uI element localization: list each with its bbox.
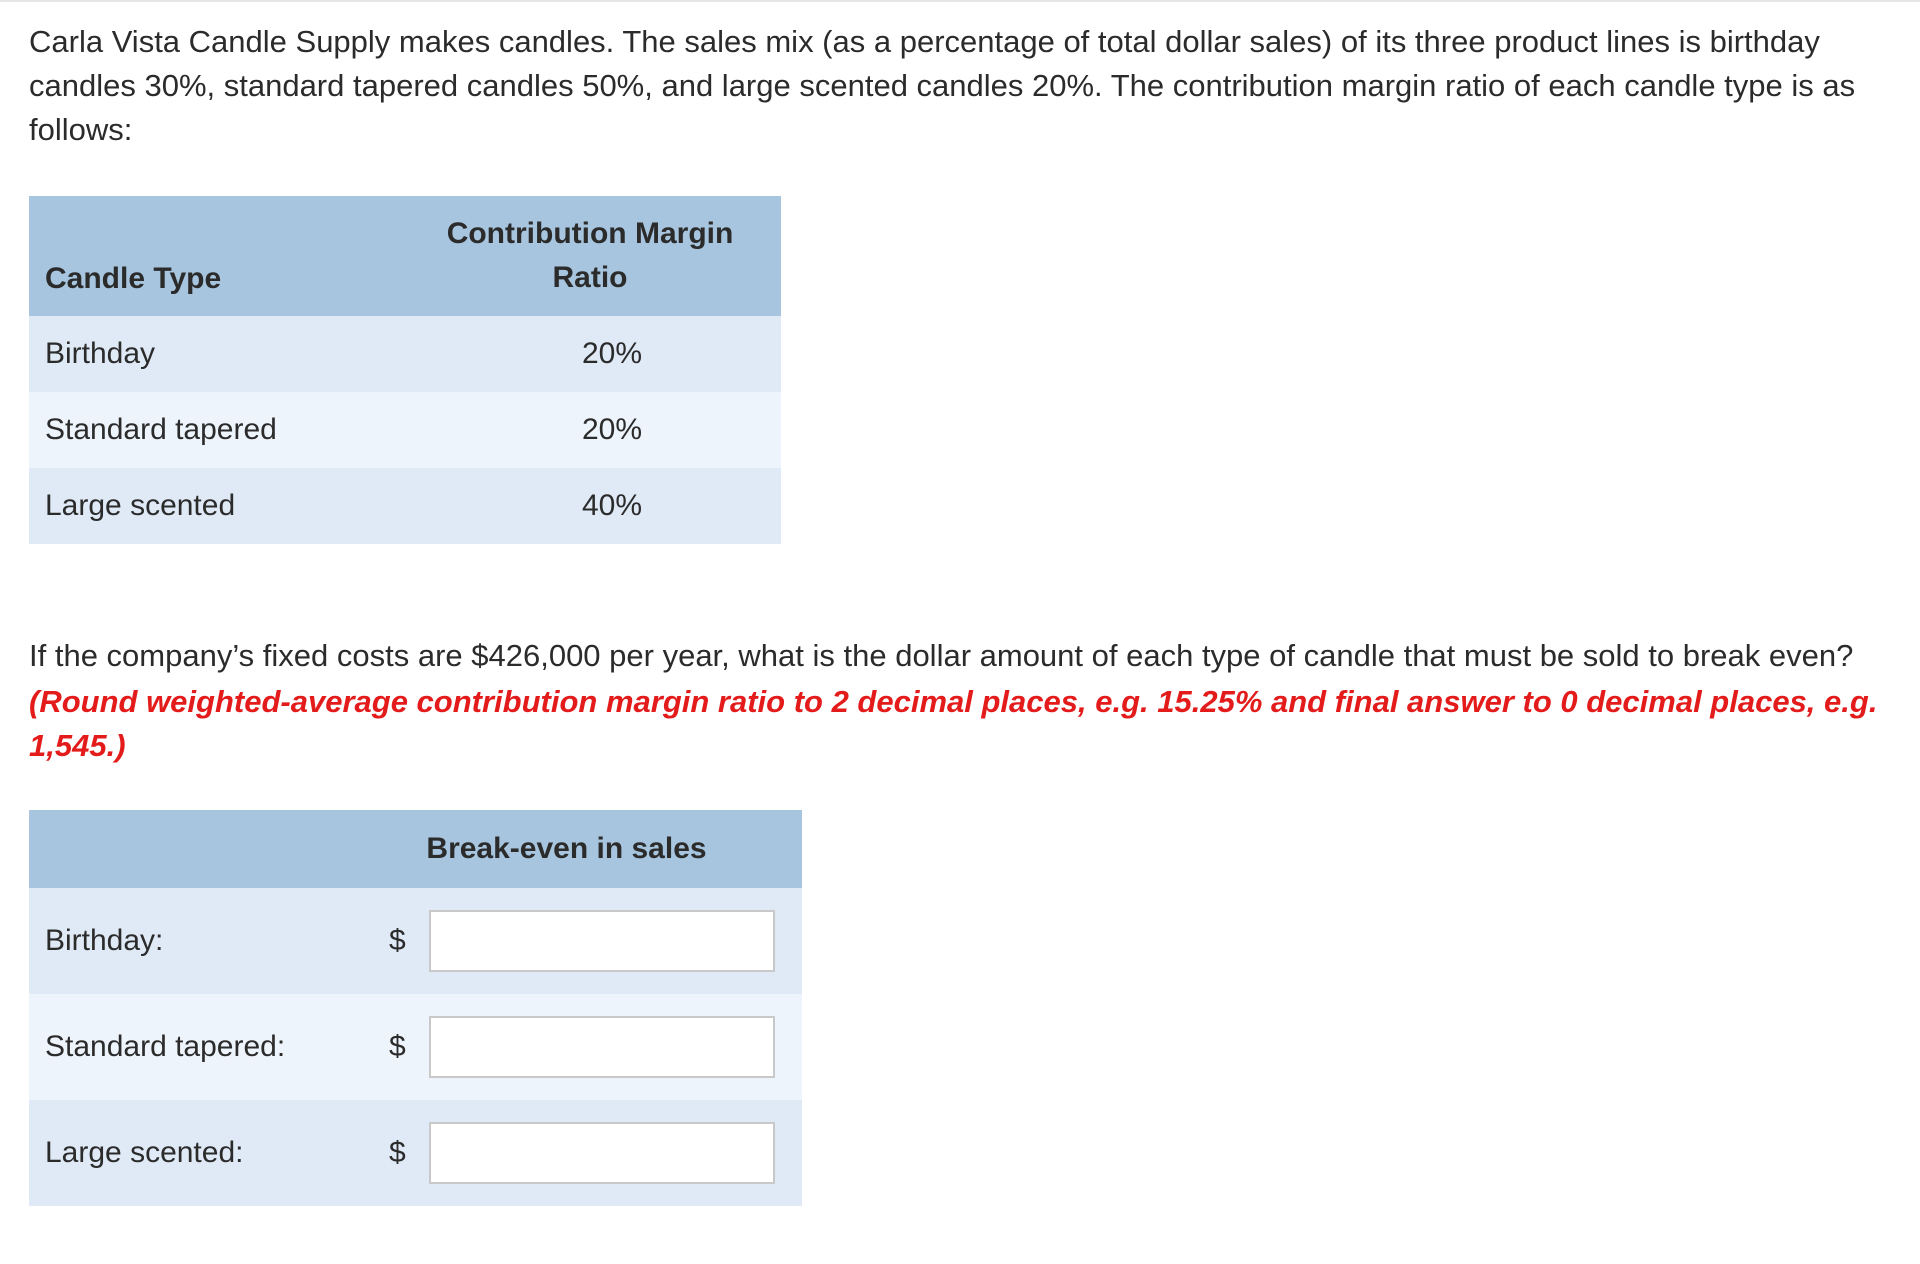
table-row bbox=[29, 392, 781, 468]
cm-ratio-cell: 20% bbox=[399, 316, 781, 392]
header-break-even: Break-even in sales bbox=[331, 810, 802, 888]
table-row bbox=[29, 1100, 802, 1206]
table-row bbox=[29, 316, 781, 392]
cm-ratio-cell: 40% bbox=[399, 468, 781, 544]
standard-tapered-label: Standard tapered: bbox=[29, 994, 331, 1100]
candle-type-cell: Birthday bbox=[29, 316, 399, 392]
top-divider bbox=[0, 0, 1920, 2]
table-row bbox=[29, 994, 802, 1100]
birthday-answer-cell bbox=[331, 888, 802, 994]
rounding-instruction: (Round weighted-average contribution margin ratio to 2 decimal places, e.g. 15.25% and final answer to 0 decimal places, e.g. 1,545.) bbox=[29, 684, 1878, 763]
table-row bbox=[29, 468, 781, 544]
cm-ratio-cell: 20% bbox=[399, 392, 781, 468]
header-cm-ratio bbox=[399, 196, 781, 316]
dollar-sign: $ bbox=[389, 1136, 406, 1169]
large-scented-label: Large scented: bbox=[29, 1100, 331, 1206]
dollar-sign: $ bbox=[389, 924, 406, 957]
header-blank bbox=[29, 810, 331, 888]
header-cm-ratio-line1: Contribution Margin bbox=[446, 217, 734, 250]
birthday-break-even-input[interactable] bbox=[429, 910, 775, 972]
question-block bbox=[29, 634, 1899, 768]
large-scented-break-even-input[interactable] bbox=[429, 1122, 775, 1184]
table-row bbox=[29, 888, 802, 994]
birthday-label: Birthday: bbox=[29, 888, 331, 994]
problem-intro: Carla Vista Candle Supply makes candles. The sales mix (as a percentage of total dollar sales) of its three product lines is birthday candles 30%, standard tapered candles 50%, and large scented candles 20%. The contribution margin ratio of each candle type is as follows: bbox=[29, 24, 1856, 147]
candle-type-cell: Large scented bbox=[29, 468, 399, 544]
large-scented-answer-cell bbox=[331, 1100, 802, 1206]
standard-tapered-answer-cell bbox=[331, 994, 802, 1100]
dollar-sign: $ bbox=[389, 1030, 406, 1063]
standard-tapered-break-even-input[interactable] bbox=[429, 1016, 775, 1078]
candle-type-cell: Standard tapered bbox=[29, 392, 399, 468]
break-even-table bbox=[29, 810, 802, 1206]
contribution-margin-table bbox=[29, 196, 781, 544]
header-candle-type: Candle Type bbox=[29, 196, 399, 316]
question-text: If the company’s fixed costs are $426,000 per year, what is the dollar amount of each type of candle that must be sold to break even? bbox=[29, 638, 1854, 673]
header-cm-ratio-line2: Ratio bbox=[552, 261, 628, 294]
